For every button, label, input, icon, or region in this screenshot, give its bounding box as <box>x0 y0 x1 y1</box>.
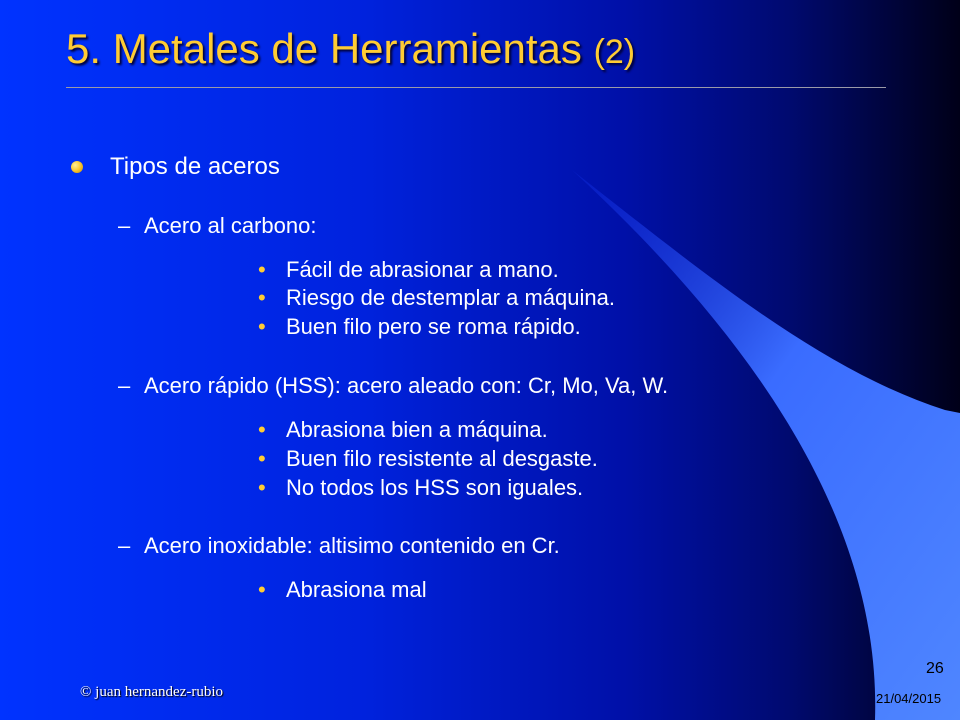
bullet-dot-icon: • <box>258 285 266 310</box>
list-item-text: Riesgo de destemplar a máquina. <box>286 285 615 310</box>
bullet-dot-icon: • <box>258 417 266 442</box>
list-item <box>258 256 559 284</box>
title-text: 5. Metales de Herramientas <box>66 25 582 72</box>
dash-icon: – <box>118 213 131 238</box>
footer-date: 21/04/2015 <box>876 691 942 706</box>
bullet-dot-icon: • <box>258 446 266 471</box>
bullet-dot-icon: • <box>258 475 266 500</box>
section-hss <box>118 372 668 400</box>
list-item-text: Buen filo pero se roma rápido. <box>286 314 581 339</box>
list-item-text: No todos los HSS son iguales. <box>286 475 584 500</box>
dash-icon: – <box>118 373 131 398</box>
section-label: Acero al carbono: <box>144 213 317 238</box>
list-item <box>258 576 427 604</box>
dash-icon: – <box>118 533 131 558</box>
list-item <box>258 445 598 473</box>
list-item-text: Fácil de abrasionar a mano. <box>286 257 559 282</box>
section-carbon <box>118 212 316 240</box>
title-divider <box>66 87 886 88</box>
list-item-text: Abrasiona mal <box>286 577 427 602</box>
list-item <box>258 284 615 312</box>
section-label: Acero inoxidable: altisimo contenido en Cr. <box>144 533 560 558</box>
list-item <box>258 416 548 444</box>
section-label: Acero rápido (HSS): acero aleado con: Cr, Mo, Va, W. <box>144 373 669 398</box>
bullet-dot-icon: • <box>258 257 266 282</box>
list-item-text: Abrasiona bien a máquina. <box>286 417 548 442</box>
list-item-text: Buen filo resistente al desgaste. <box>286 446 598 471</box>
bullet-icon <box>71 161 83 173</box>
list-item <box>258 313 581 341</box>
list-item <box>258 474 583 502</box>
slide-title <box>66 24 635 77</box>
title-number: (2) <box>593 33 636 71</box>
section-inox <box>118 532 560 560</box>
heading-tipos: Tipos de aceros <box>110 153 280 180</box>
footer-copyright: © juan hernandez-rubio <box>80 684 224 700</box>
bullet-dot-icon: • <box>258 314 266 339</box>
bullet-dot-icon: • <box>258 577 266 602</box>
page-number: 26 <box>926 660 944 677</box>
